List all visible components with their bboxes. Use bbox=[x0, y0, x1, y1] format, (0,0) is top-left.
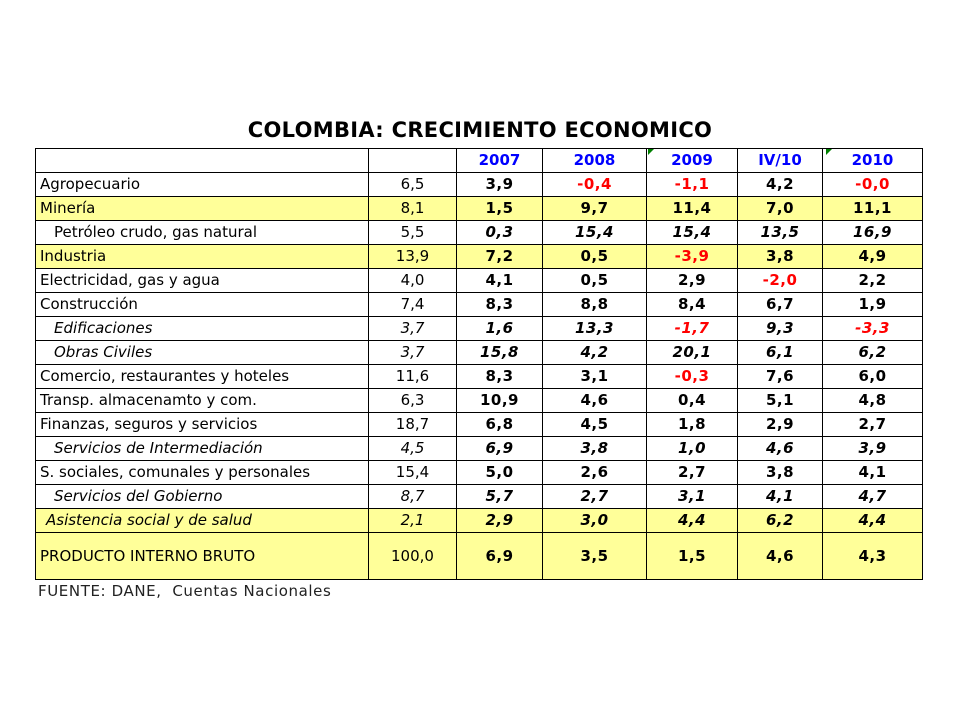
growth-value: 4,6 bbox=[543, 389, 647, 413]
growth-value: 2,7 bbox=[543, 485, 647, 509]
growth-value: 3,8 bbox=[543, 437, 647, 461]
growth-value: 9,3 bbox=[738, 317, 823, 341]
sector-label: Edificaciones bbox=[36, 317, 369, 341]
sector-label: Industria bbox=[36, 245, 369, 269]
sector-label: PRODUCTO INTERNO BRUTO bbox=[36, 533, 369, 580]
growth-value: 11,4 bbox=[647, 197, 738, 221]
growth-value: 1,5 bbox=[647, 533, 738, 580]
growth-value: 2,9 bbox=[457, 509, 543, 533]
source-note: FUENTE: DANE, Cuentas Nacionales bbox=[38, 582, 332, 600]
growth-value: 2,7 bbox=[823, 413, 923, 437]
table-row bbox=[36, 533, 923, 580]
growth-value: 20,1 bbox=[647, 341, 738, 365]
column-header: 2008 bbox=[543, 149, 647, 173]
comment-marker-2009 bbox=[648, 149, 654, 155]
sector-label: Electricidad, gas y agua bbox=[36, 269, 369, 293]
sector-label: Servicios de Intermediación bbox=[36, 437, 369, 461]
growth-value: 4,7 bbox=[823, 485, 923, 509]
growth-value: 4,2 bbox=[543, 341, 647, 365]
growth-value: 13,3 bbox=[543, 317, 647, 341]
table-row bbox=[36, 341, 923, 365]
growth-value: 3,0 bbox=[543, 509, 647, 533]
growth-value: 1,6 bbox=[457, 317, 543, 341]
growth-value: 2,9 bbox=[647, 269, 738, 293]
growth-value: 0,5 bbox=[543, 245, 647, 269]
growth-value: 6,9 bbox=[457, 437, 543, 461]
sector-label: Servicios del Gobierno bbox=[36, 485, 369, 509]
header-row bbox=[36, 149, 923, 173]
sector-weight: 3,7 bbox=[369, 317, 457, 341]
table-row bbox=[36, 245, 923, 269]
growth-value: 5,7 bbox=[457, 485, 543, 509]
growth-value: 10,9 bbox=[457, 389, 543, 413]
sector-weight: 8,1 bbox=[369, 197, 457, 221]
growth-value: 3,1 bbox=[543, 365, 647, 389]
sector-weight: 2,1 bbox=[369, 509, 457, 533]
growth-value: 3,9 bbox=[823, 437, 923, 461]
sector-weight: 4,5 bbox=[369, 437, 457, 461]
table-row bbox=[36, 413, 923, 437]
column-header: 2007 bbox=[457, 149, 543, 173]
growth-value: 9,7 bbox=[543, 197, 647, 221]
growth-value: 4,1 bbox=[823, 461, 923, 485]
growth-value: 1,5 bbox=[457, 197, 543, 221]
growth-value: 6,2 bbox=[738, 509, 823, 533]
growth-table bbox=[35, 148, 923, 580]
growth-value: 1,9 bbox=[823, 293, 923, 317]
sector-label: S. sociales, comunales y personales bbox=[36, 461, 369, 485]
table-row bbox=[36, 293, 923, 317]
growth-value: 5,1 bbox=[738, 389, 823, 413]
growth-value: 6,9 bbox=[457, 533, 543, 580]
growth-value: 11,1 bbox=[823, 197, 923, 221]
growth-value: 6,2 bbox=[823, 341, 923, 365]
growth-value: 7,6 bbox=[738, 365, 823, 389]
sector-weight: 3,7 bbox=[369, 341, 457, 365]
table-row bbox=[36, 173, 923, 197]
growth-value: 7,0 bbox=[738, 197, 823, 221]
sector-weight: 15,4 bbox=[369, 461, 457, 485]
growth-value: 4,9 bbox=[823, 245, 923, 269]
column-header: 2010 bbox=[823, 149, 923, 173]
sector-label: Agropecuario bbox=[36, 173, 369, 197]
growth-value: 13,5 bbox=[738, 221, 823, 245]
growth-value: 4,1 bbox=[457, 269, 543, 293]
growth-value: 3,5 bbox=[543, 533, 647, 580]
comment-marker-2010 bbox=[826, 149, 832, 155]
sector-weight: 8,7 bbox=[369, 485, 457, 509]
growth-value: 3,8 bbox=[738, 245, 823, 269]
sector-weight: 4,0 bbox=[369, 269, 457, 293]
table-row bbox=[36, 437, 923, 461]
growth-value: 6,0 bbox=[823, 365, 923, 389]
growth-value: 5,0 bbox=[457, 461, 543, 485]
sector-label: Asistencia social y de salud bbox=[36, 509, 369, 533]
sector-weight: 7,4 bbox=[369, 293, 457, 317]
growth-value: 3,1 bbox=[647, 485, 738, 509]
sector-label: Minería bbox=[36, 197, 369, 221]
growth-value: -1,1 bbox=[647, 173, 738, 197]
growth-value: -0,0 bbox=[823, 173, 923, 197]
growth-value: 1,8 bbox=[647, 413, 738, 437]
sector-label: Finanzas, seguros y servicios bbox=[36, 413, 369, 437]
table-row bbox=[36, 365, 923, 389]
growth-value: 0,4 bbox=[647, 389, 738, 413]
growth-value: 2,7 bbox=[647, 461, 738, 485]
growth-value: 8,3 bbox=[457, 365, 543, 389]
sector-weight: 6,5 bbox=[369, 173, 457, 197]
growth-value: -0,4 bbox=[543, 173, 647, 197]
sector-weight: 6,3 bbox=[369, 389, 457, 413]
growth-value: -0,3 bbox=[647, 365, 738, 389]
header-blank-weight bbox=[369, 149, 457, 173]
growth-value: 3,9 bbox=[457, 173, 543, 197]
growth-value: 4,3 bbox=[823, 533, 923, 580]
table-row bbox=[36, 269, 923, 293]
growth-value: 0,5 bbox=[543, 269, 647, 293]
growth-value: 8,8 bbox=[543, 293, 647, 317]
table-row bbox=[36, 221, 923, 245]
growth-value: 4,2 bbox=[738, 173, 823, 197]
growth-value: 6,8 bbox=[457, 413, 543, 437]
growth-value: 4,6 bbox=[738, 533, 823, 580]
growth-value: 2,6 bbox=[543, 461, 647, 485]
growth-value: 4,4 bbox=[823, 509, 923, 533]
table-row bbox=[36, 485, 923, 509]
sector-weight: 11,6 bbox=[369, 365, 457, 389]
growth-value: 2,2 bbox=[823, 269, 923, 293]
sector-label: Obras Civiles bbox=[36, 341, 369, 365]
column-header: IV/10 bbox=[738, 149, 823, 173]
sector-label: Petróleo crudo, gas natural bbox=[36, 221, 369, 245]
table-row bbox=[36, 461, 923, 485]
growth-value: -2,0 bbox=[738, 269, 823, 293]
growth-value: 6,7 bbox=[738, 293, 823, 317]
growth-value: -3,9 bbox=[647, 245, 738, 269]
growth-value: 16,9 bbox=[823, 221, 923, 245]
growth-value: 2,9 bbox=[738, 413, 823, 437]
growth-value: 7,2 bbox=[457, 245, 543, 269]
growth-value: 4,5 bbox=[543, 413, 647, 437]
growth-value: 8,3 bbox=[457, 293, 543, 317]
header-blank-sector bbox=[36, 149, 369, 173]
growth-value: -1,7 bbox=[647, 317, 738, 341]
sector-label: Comercio, restaurantes y hoteles bbox=[36, 365, 369, 389]
table-row bbox=[36, 197, 923, 221]
growth-value: 6,1 bbox=[738, 341, 823, 365]
growth-value: 15,8 bbox=[457, 341, 543, 365]
column-header: 2009 bbox=[647, 149, 738, 173]
growth-value: 4,8 bbox=[823, 389, 923, 413]
table-row bbox=[36, 389, 923, 413]
growth-value: 15,4 bbox=[647, 221, 738, 245]
growth-value: 4,6 bbox=[738, 437, 823, 461]
growth-value: 4,1 bbox=[738, 485, 823, 509]
growth-value: 8,4 bbox=[647, 293, 738, 317]
growth-value: 3,8 bbox=[738, 461, 823, 485]
growth-value: 4,4 bbox=[647, 509, 738, 533]
growth-value: 0,3 bbox=[457, 221, 543, 245]
growth-value: -3,3 bbox=[823, 317, 923, 341]
table-row bbox=[36, 509, 923, 533]
growth-value: 1,0 bbox=[647, 437, 738, 461]
sector-weight: 5,5 bbox=[369, 221, 457, 245]
table-title: COLOMBIA: CRECIMIENTO ECONOMICO bbox=[247, 118, 713, 142]
sector-weight: 13,9 bbox=[369, 245, 457, 269]
table-row bbox=[36, 317, 923, 341]
sector-weight: 18,7 bbox=[369, 413, 457, 437]
sector-label: Construcción bbox=[36, 293, 369, 317]
growth-value: 15,4 bbox=[543, 221, 647, 245]
sector-label: Transp. almacenamto y com. bbox=[36, 389, 369, 413]
sector-weight: 100,0 bbox=[369, 533, 457, 580]
